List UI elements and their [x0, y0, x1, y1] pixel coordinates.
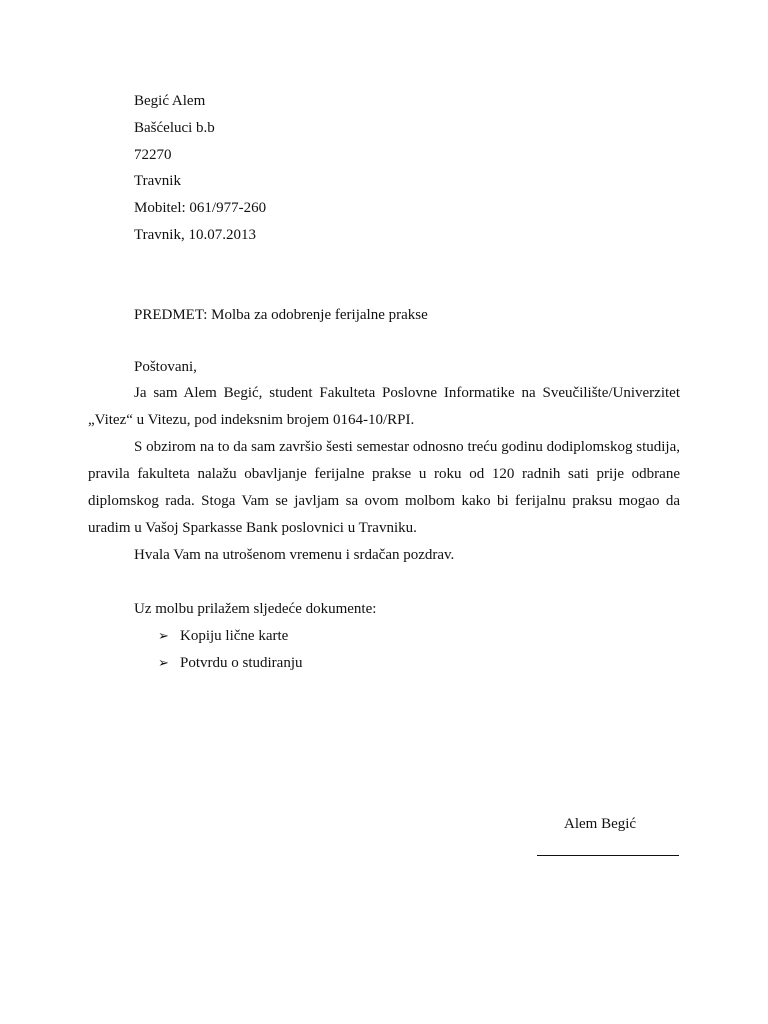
place-and-date: Travnik, 10.07.2013 — [134, 227, 256, 243]
sender-street: Bašćeluci b.b — [134, 120, 215, 136]
list-item-label: Kopiju lične karte — [180, 628, 289, 644]
arrow-bullet-icon: ➢ — [158, 629, 169, 644]
paragraph-request: S obzirom na to da sam završio šesti semestar odnosno treću godinu dodiplomskog studija, pravila fakulteta nalažu obavljanje ferijalne prakse u roku od 120 radnih sati prije odbrane diplomskog rada. Stoga Vam se javljam sa ovom molbom kako bi ferijalnu praksu mogao da uradim u Vašoj Sparkasse Bank poslovnici u Travniku. — [88, 439, 680, 536]
attachments-intro: Uz molbu prilažem sljedeće dokumente: — [134, 601, 377, 617]
signature-line — [537, 855, 679, 856]
list-item — [158, 654, 303, 673]
paragraph-thanks: Hvala Vam na utrošenom vremenu i srdačan pozdrav. — [134, 547, 455, 563]
sender-phone: Mobitel: 061/977-260 — [134, 200, 267, 216]
sender-postal-code: 72270 — [134, 147, 172, 163]
sender-city: Travnik — [134, 173, 181, 189]
list-item-label: Potvrdu o studiranju — [180, 655, 303, 671]
signature-name: Alem Begić — [564, 816, 637, 832]
subject-line: PREDMET: Molba za odobrenje ferijalne prakse — [134, 307, 428, 323]
greeting: Poštovani, — [134, 359, 197, 375]
sender-name: Begić Alem — [134, 93, 206, 109]
arrow-bullet-icon: ➢ — [158, 656, 169, 671]
paragraph-intro: Ja sam Alem Begić, student Fakulteta Poslovne Informatike na Sveučilište/Univerzitet „Vitez“ u Vitezu, pod indeksnim brojem 0164-10/RPI. — [88, 385, 680, 428]
list-item — [158, 627, 288, 646]
